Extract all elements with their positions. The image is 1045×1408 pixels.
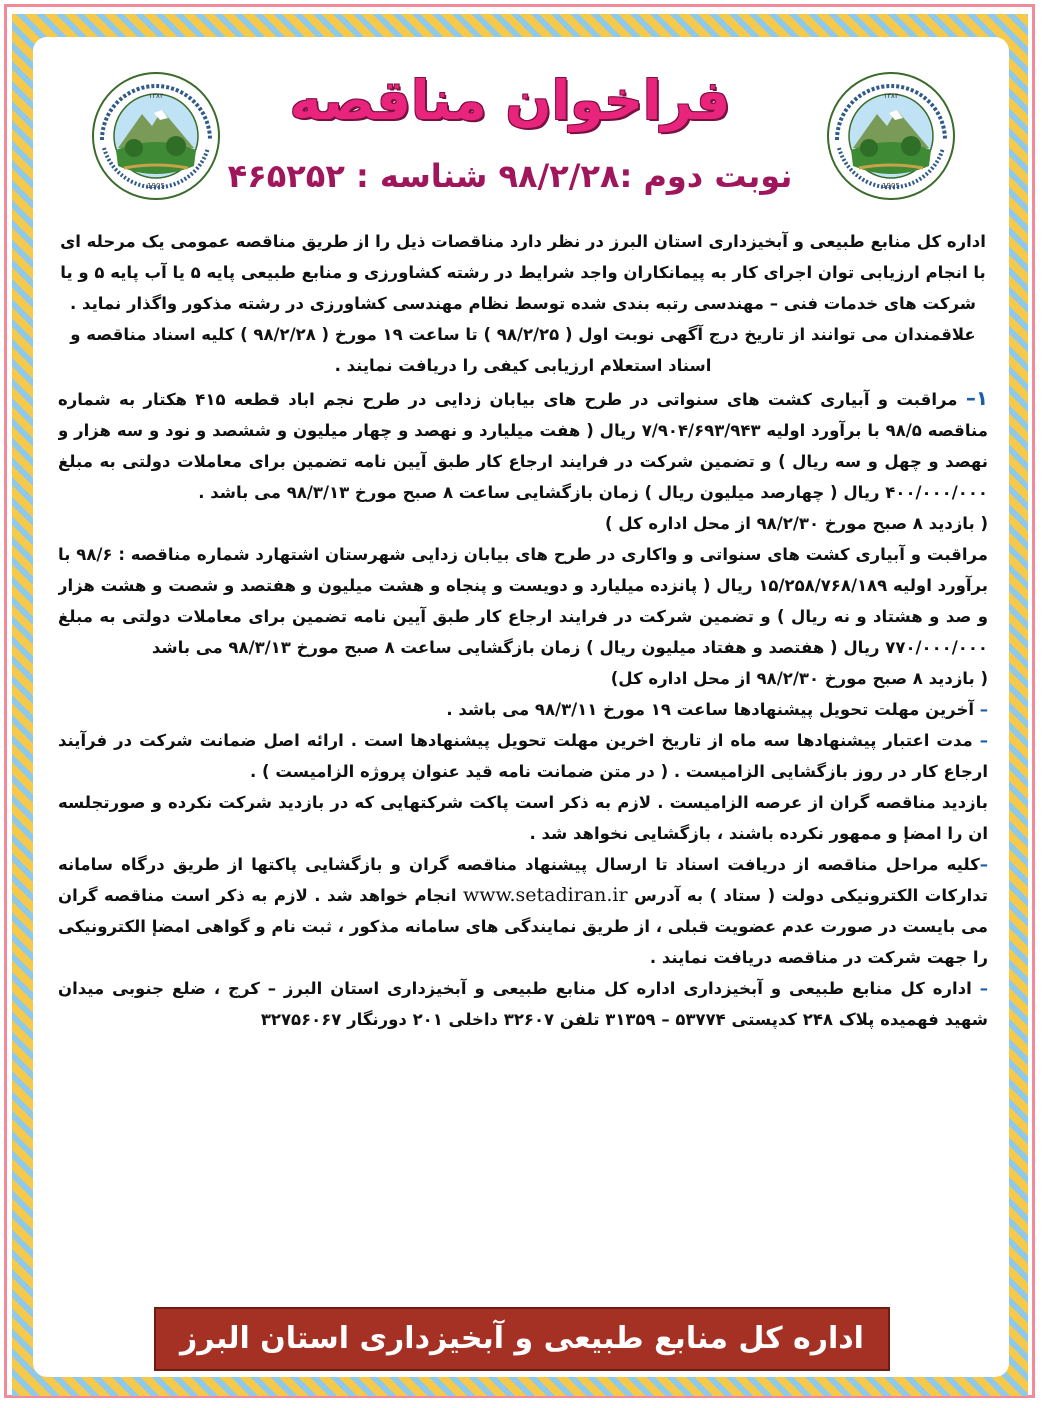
notice-subtitle: نوبت دوم :۹۸/۲/۲۸ شناسه : ۴۶۵۲۵۲ (227, 157, 793, 195)
item-1-text: مراقبت و آبیاری کشت های سنواتی در طرح های بیابان زدایی در طرح نجم اباد قطعه ۴۱۵ هکتار به شماره مناقصه ۹۸/۵ با برآورد اولیه ۷/۹۰۴/۶۹۳/۹۴۳ ریال ( هفت میلیارد و نهصد و چهار میلیون و ششصد و نود و سه هزار و نهصد و چهل و سه ریال ) و تضمین شرکت در فرایند ارجاع کار طبق آیین نامه تضمین برای معاملات دولتی به مبلغ ۴۰۰/۰۰۰/۰۰۰ ریال ( چهارصد میلیون ریال ) زمان بازگشایی ساعت ۸ صبح مورخ ۹۸/۳/۱۳ می باشد . (58, 390, 988, 502)
forest-seal-icon (825, 70, 957, 202)
footer-banner: اداره کل منابع طبیعی و آبخیزداری استان البرز (154, 1307, 890, 1371)
electronic-paragraph (58, 849, 988, 973)
svg-text:۱۳۸۴: ۱۳۸۴ (148, 92, 164, 100)
site-visit-paragraph: بازدید مناقصه گران از عرصه الزامیست . لازم به ذکر است پاکت شرکتهایی که در بازدید شرکت نکرده و صورتجلسه ان را امضإ و ممهور نکرده باشند ، بازگشایی نخواهد شد . (58, 793, 988, 843)
electronic-text-2: انجام خواهد شد . لازم به ذکر است مناقصه گران می بایست در صورت عدم عضویت قبلی ، از طریق نمایندگی های سامانه مذکور ، ثبت نام و گواهی امضإ الکترونیکی را جهت شرکت در مناقصه دریافت نمایند . (58, 886, 988, 967)
notice-title: فراخوان مناقصه (289, 69, 731, 132)
intro-paragraph: اداره کل منابع طبیعی و آبخیزداری استان البرز در نظر دارد مناقصات ذیل را از طریق مناقصه عمومی یک مرحله ای با انجام ارزیابی توان اجرای کار به پیمانکاران واجد شرایط در رشته کشاورزی و منابع طبیعی پایه ۵ یا آب پایه ۵ و یا شرکت های خدمات فنی – مهندسی رتبه بندی شده توسط نظام مهندسی کشاورزی در رشته مذکور واگذار نماید . علاقمندان می توانند از تاریخ درج آگهی نوبت اول ( ۹۸/۲/۲۵ ) تا ساعت ۱۹ مورخ ( ۹۸/۲/۲۸ ) کلیه اسناد مناقصه و اسناد استعلام ارزیابی کیفی را دریافت نمایند . (60, 232, 986, 375)
svg-text:1905: 1905 (147, 182, 165, 190)
bullet-dash: – (979, 979, 988, 998)
svg-text:۱۳۸۴: ۱۳۸۴ (883, 92, 899, 100)
tender-item-1 (58, 383, 988, 508)
validity-text: مدت اعتبار پیشنهادها سه ماه از تاریخ اخرین مهلت تحویل پیشنهادها است . ارائه اصل ضمانت شرکت در فرآیند ارجاع کار در روز بازگشایی الزامیست . ( در متن ضمانت نامه قید عنوان پروژه الزامیست ) . (58, 731, 988, 781)
validity-paragraph (58, 725, 988, 787)
organization-logo-right (825, 70, 957, 202)
deadline-paragraph (58, 694, 988, 725)
bullet-dash: – (979, 700, 988, 719)
notice-body (58, 226, 988, 1296)
tender-item-2-visit: ( بازدید ۸ صبح مورخ ۹۸/۲/۳۰ از محل اداره کل) (610, 669, 988, 688)
deadline-text: آخرین مهلت تحویل پیشنهادها ساعت ۱۹ مورخ ۹۸/۳/۱۱ می باشد . (446, 700, 974, 719)
setad-url[interactable]: www.setadiran.ir (462, 884, 628, 906)
address-paragraph (58, 973, 988, 1035)
svg-text:1905: 1905 (882, 182, 900, 190)
tender-item-2: مراقبت و آبیاری کشت های سنواتی و واکاری در طرح های بیابان زدایی شهرستان اشتهارد شماره مناقصه : ۹۸/۶ با برآورد اولیه ۱۵/۲۵۸/۷۶۸/۱۸۹ ریال ( پانزده میلیارد و دویست و پنجاه و هشت میلیون و هفتصد و شصت و هشت هزار و صد و هشتاد و نه ریال ) و تضمین شرکت در فرایند ارجاع کار طبق آیین نامه تضمین برای معاملات دولتی به مبلغ ۷۷۰/۰۰۰/۰۰۰ ریال ( هفتصد و هفتاد میلیون ریال ) زمان بازگشایی ساعت ۸ صبح مورخ ۹۸/۳/۱۳ می باشد (58, 545, 988, 657)
bullet-dash: – (979, 731, 988, 750)
item-number: ۱– (965, 386, 988, 410)
tender-item-1-visit: ( بازدید ۸ صبح مورخ ۹۸/۲/۳۰ از محل اداره کل ) (605, 514, 988, 533)
electronic-text-1: کلیه مراحل مناقصه از دریافت اسناد تا ارسال پیشنهاد مناقصه گران و بازگشایی پاکتها از طریق درگاه سامانه تدارکات الکترونیکی دولت ( ستاد ) به آدرس (58, 855, 988, 905)
address-text: اداره کل منابع طبیعی و آبخیزداری اداره کل منابع طبیعی و آبخیزداری استان البرز – کرج ، ضلع جنوبی میدان شهید فهمیده پلاک ۲۴۸ کدپستی ۵۳۷۷۴ – ۳۱۳۵۹ تلفن ۳۲۶۰۷ داخلی ۲۰۱ دورنگار ۳۲۷۵۶۰۶۷ (58, 979, 988, 1029)
bullet-dash: – (979, 855, 988, 874)
